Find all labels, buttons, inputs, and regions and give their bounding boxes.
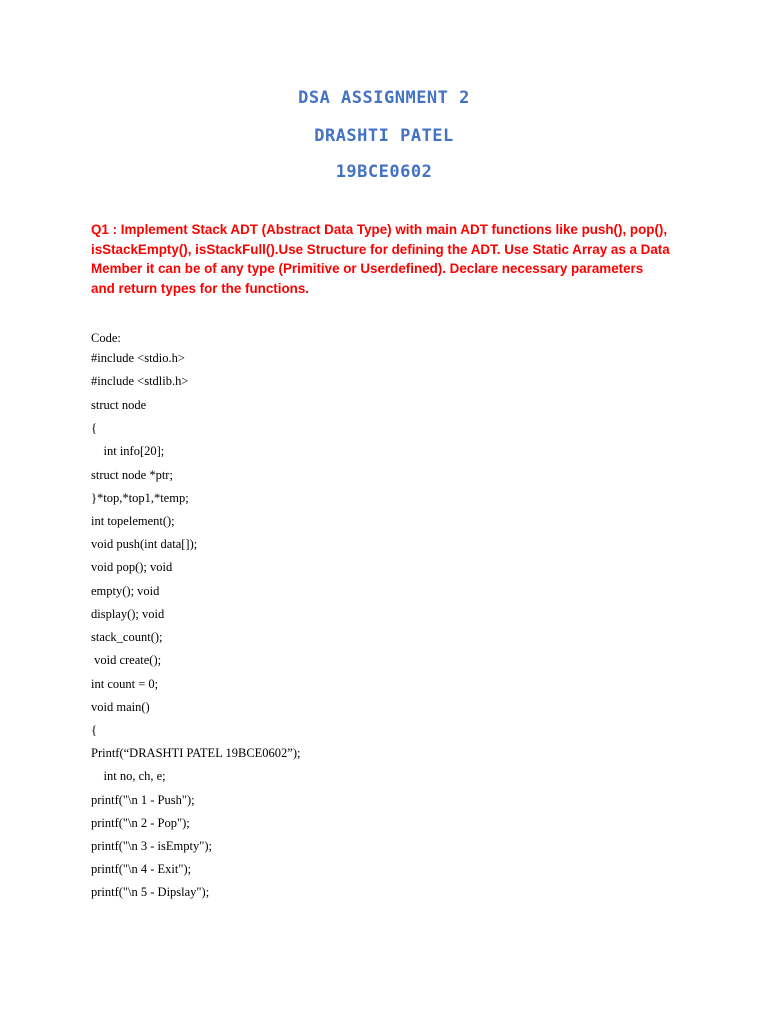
code-line: int info[20]; xyxy=(91,444,165,458)
question-line: and return types for the functions. xyxy=(91,280,309,296)
question-line: Member it can be of any type (Primitive or Userdefined). Declare necessary parameters xyxy=(91,261,644,276)
code-label: Code: xyxy=(91,331,121,345)
question-line: isStackEmpty(), isStackFull().Use Structure for defining the ADT. Use Static Array as a Data xyxy=(91,241,670,257)
code-line: int count = 0; xyxy=(91,677,159,691)
question-line: Q1 : Implement Stack ADT (Abstract Data Type) with main ADT functions like push(), pop(), xyxy=(91,222,668,237)
code-line: { xyxy=(91,723,97,737)
code-line: printf("\n 4 - Exit"); xyxy=(91,862,192,876)
code-line: void pop(); void xyxy=(91,560,173,574)
code-line: int topelement(); xyxy=(91,514,175,528)
code-line: }*top,*top1,*temp; xyxy=(91,491,189,505)
code-line: struct node *ptr; xyxy=(91,468,173,482)
question-text xyxy=(91,220,691,298)
code-line: printf("\n 1 - Push"); xyxy=(91,793,195,807)
code-line: printf("\n 3 - isEmpty"); xyxy=(91,839,212,853)
code-line: { xyxy=(91,421,97,435)
code-line: struct node xyxy=(91,398,147,412)
code-line: void create(); xyxy=(91,653,162,667)
code-line: empty(); void xyxy=(91,584,160,598)
code-line: display(); void xyxy=(91,607,165,621)
document-title: DSA ASSIGNMENT 2 xyxy=(298,88,470,108)
code-line: #include <stdlib.h> xyxy=(91,374,189,388)
code-line: void push(int data[]); xyxy=(91,537,198,551)
author-name: DRASHTI PATEL xyxy=(314,126,454,146)
student-id: 19BCE0602 xyxy=(335,162,433,182)
code-line: void main() xyxy=(91,700,150,714)
code-line: stack_count(); xyxy=(91,630,163,644)
code-line: int no, ch, e; xyxy=(91,769,166,783)
code-line: Printf(“DRASHTI PATEL 19BCE0602”); xyxy=(91,746,301,760)
code-line: printf("\n 2 - Pop"); xyxy=(91,816,190,830)
code-line: printf("\n 5 - Dipslay"); xyxy=(91,885,210,899)
code-line: #include <stdio.h> xyxy=(91,351,185,365)
